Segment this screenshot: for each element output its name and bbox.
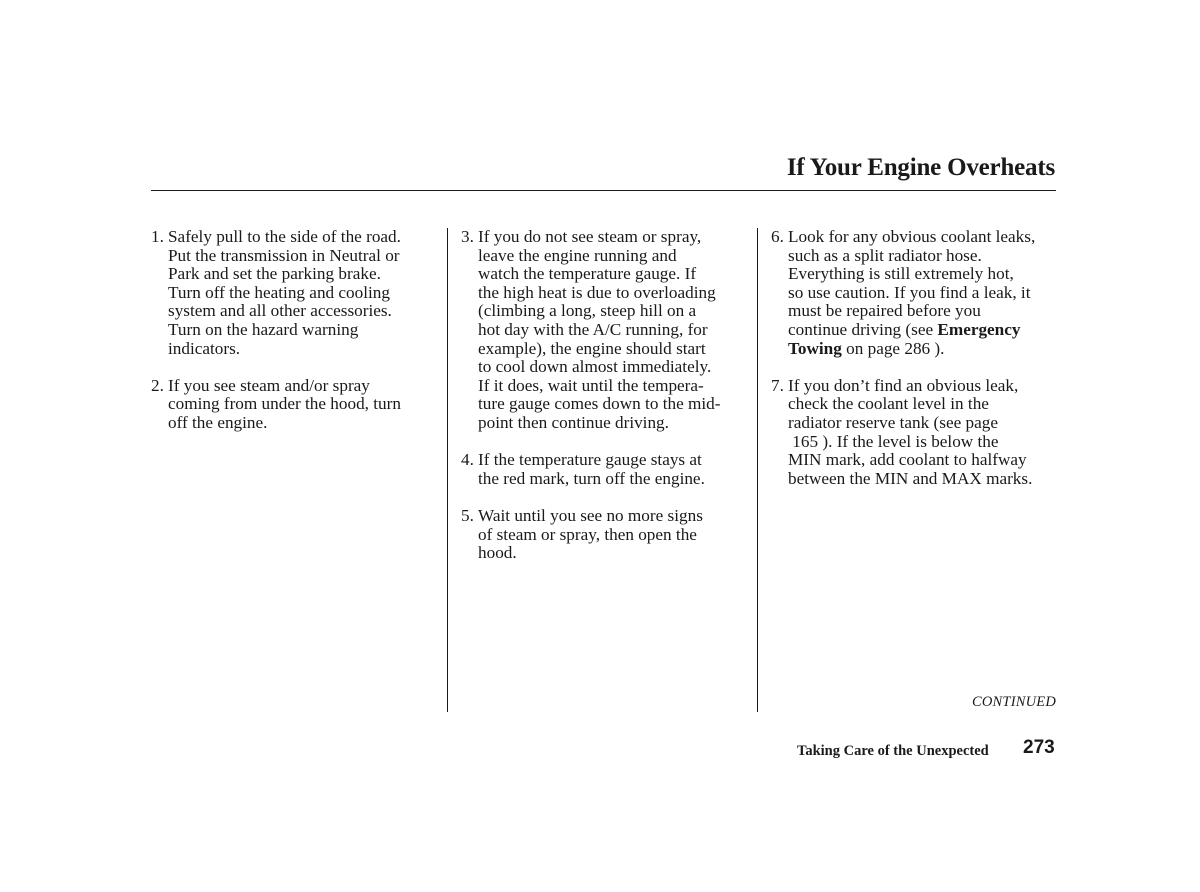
step-text-fragment: continue driving (see [788,319,938,339]
step-line: If the temperature gauge stays at [478,450,702,470]
step-line: so use caution. If you find a leak, it [788,282,1031,302]
step-line: between the MIN and MAX marks. [788,468,1033,488]
step-line: Wait until you see no more signs [478,505,703,525]
title-rule [151,190,1056,191]
step-line: Park and set the parking brake. [168,264,381,284]
step-6 [771,228,1063,358]
step-line: If you see steam and/or spray [168,375,370,395]
step-number: 2. [151,375,164,395]
step-number: 1. [151,227,164,246]
step-text [788,377,1063,489]
step-line: system and all other accessories. [168,301,392,321]
step-line: Turn on the hazard warning [168,319,359,339]
step-line: example), the engine should start [478,338,706,358]
page-number: 273 [1023,737,1055,758]
step-line: (climbing a long, steep hill on a [478,301,697,321]
step-line: the red mark, turn off the engine. [478,468,705,488]
page-reference: on page 286 ). [841,338,945,358]
step-number: 7. [771,375,784,395]
step-line: point then continue driving. [478,412,669,432]
step-line: Look for any obvious coolant leaks, [788,227,1036,246]
step-line: If you do not see steam or spray, [478,227,702,246]
page-title: If Your Engine Overheats [786,154,1055,181]
step-number: 6. [771,227,784,246]
step-line: Turn off the heating and cooling [168,282,390,302]
step-line: the high heat is due to overloading [478,282,716,302]
continued-label: CONTINUED [972,694,1056,710]
step-2 [151,377,441,433]
step-text [168,377,441,433]
emergency-towing-reference: Towing [788,338,842,358]
step-text [478,451,753,488]
step-line: If you don’t find an obvious leak, [788,375,1019,395]
step-7 [771,377,1063,489]
column-divider-right [757,228,758,712]
step-text [788,228,1063,358]
step-line: indicators. [168,338,241,358]
step-line: hot day with the A/C running, for [478,319,708,339]
emergency-towing-reference: Emergency [937,319,1021,339]
step-line: hood. [478,543,517,563]
step-line: watch the temperature gauge. If [478,264,697,284]
step-line: 165 ). If the level is below the [788,431,999,451]
step-5 [461,507,753,563]
step-number: 3. [461,227,474,246]
step-text [478,228,753,433]
step-4 [461,451,753,488]
step-line: MIN mark, add coolant to halfway [788,450,1027,470]
step-line: coming from under the hood, turn [168,394,401,414]
step-line: If it does, wait until the tempera- [478,375,704,395]
step-line: check the coolant level in the [788,394,989,414]
step-line [788,321,1063,340]
column-3 [771,228,1063,507]
step-3 [461,228,753,433]
step-line: Put the transmission in Neutral or [168,245,400,265]
step-line: must be repaired before you [788,301,981,321]
column-2 [461,228,753,581]
column-1 [151,228,441,451]
step-line: Everything is still extremely hot, [788,264,1014,284]
step-line: off the engine. [168,412,268,432]
step-line: ture gauge comes down to the mid- [478,394,721,414]
step-1 [151,228,441,358]
step-line: radiator reserve tank (see page [788,412,998,432]
step-line [788,340,1063,359]
step-line: to cool down almost immediately. [478,357,712,377]
step-line: of steam or spray, then open the [478,524,697,544]
footer-section-title: Taking Care of the Unexpected [797,743,989,759]
step-line: such as a split radiator hose. [788,245,982,265]
step-number: 5. [461,505,474,525]
step-line: leave the engine running and [478,245,677,265]
step-line: Safely pull to the side of the road. [168,227,401,246]
step-text [478,507,753,563]
step-text [168,228,441,358]
step-number: 4. [461,450,474,470]
column-divider-left [447,228,448,712]
